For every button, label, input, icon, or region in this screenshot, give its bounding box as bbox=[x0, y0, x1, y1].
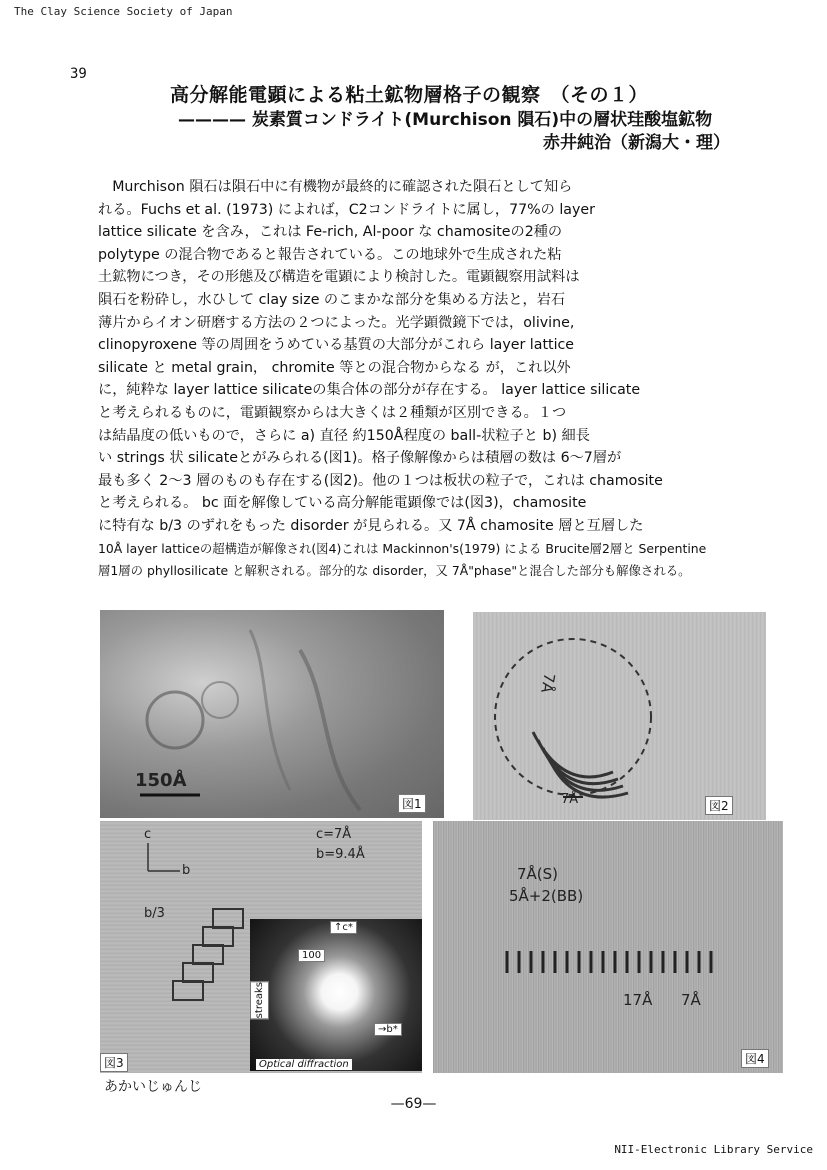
body-line: polytype の混合物であると報告されている。この地球外で生成された粘 bbox=[98, 246, 562, 263]
fig1-scale-label: 150Å bbox=[135, 770, 187, 791]
body-line: 最も多く 2～3 層のものも存在する(図2)。他の１つは板状の粒子で，これは chamosite bbox=[98, 472, 663, 489]
fig3-spot-c: ↑c* bbox=[330, 921, 357, 934]
body-line: 隕石を粉砕し，水ひして clay size のこまかな部分を集める方法と，岩石 bbox=[98, 291, 566, 308]
fig4-label-5a-bb: 5Å+2(BB) bbox=[509, 887, 584, 905]
body-line: い strings 状 silicateとがみられる(図1)。格子像解像からは積層の数は 6～7層が bbox=[98, 450, 622, 467]
author-line: 赤井純治（新潟大・理） bbox=[543, 133, 730, 153]
fig4-label-7a: 7Å bbox=[681, 991, 701, 1009]
fig3-spot-b: →b* bbox=[374, 1023, 402, 1036]
journal-page-number: —69— bbox=[390, 1096, 437, 1112]
body-line: lattice silicate を含み，これは Fe-rich, Al-poor な chamositeの2種の bbox=[98, 224, 563, 241]
body-line: に特有な b/3 のずれをもった disorder が見られる。又 7Å chamosite 層と互層した bbox=[98, 517, 644, 534]
body-line: と考えられる。 bc 面を解像している高分解能電顕像では(図3)，chamosite bbox=[98, 495, 587, 512]
fig3-spot-100: 100 bbox=[298, 949, 325, 962]
body-line: れる。Fuchs et al. (1973) によれば，C2コンドライトに属し，77%の layer bbox=[98, 201, 595, 218]
fig2-lattice-mark: 7Å bbox=[537, 671, 559, 695]
handwritten-name: あかいじゅんじ bbox=[104, 1079, 202, 1095]
fig3-axis-c: c bbox=[144, 827, 152, 842]
body-line: は結晶度の低いもので，さらに a) 直径 約150Å程度の ball-状粒子と b) 細長 bbox=[98, 427, 590, 444]
fig1-label: 図1 bbox=[398, 794, 426, 813]
body-line: と考えられるものに，電顕観察からは大きくは２種類が区別できる。１つ bbox=[98, 404, 567, 421]
library-footer: NII-Electronic Library Service bbox=[614, 1143, 813, 1156]
fig3-streaks-label: streaks bbox=[250, 981, 269, 1019]
fig3-axes bbox=[140, 841, 200, 901]
society-header: The Clay Science Society of Japan bbox=[14, 5, 233, 18]
fig3-label: 図3 bbox=[100, 1053, 128, 1072]
figure-4-micrograph bbox=[433, 821, 783, 1073]
body-line: clinopyroxene 等の周囲をうめている基質の大部分がこれら layer lattice bbox=[98, 337, 575, 354]
fig4-label: 図4 bbox=[741, 1049, 769, 1068]
paper-title: 高分解能電顕による粘土鉱物層格子の観察 （その１） bbox=[170, 84, 649, 106]
body-line: 薄片からイオン研磨する方法の２つによった。光学顕微鏡下では，olivine, bbox=[98, 314, 575, 331]
page-number: 39 bbox=[70, 66, 87, 82]
fig2-label: 図2 bbox=[705, 796, 733, 815]
fig3-b3: b/3 bbox=[144, 906, 165, 921]
body-line: に，純粋な layer lattice silicateの集合体の部分が存在する。 layer lattice silicate bbox=[98, 382, 641, 399]
fig4-label-7a-s: 7Å(S) bbox=[517, 865, 559, 883]
body-line: Murchison 隕石は隕石中に有機物が最終的に確認された隕石として知ら bbox=[98, 179, 573, 195]
body-line: silicate と metal grain， chromite 等との混合物からなる が，これ以外 bbox=[98, 359, 571, 376]
fig2-fringes bbox=[473, 612, 766, 820]
paper-subtitle: ———— 炭素質コンドライト(Murchison 隕石)中の層状珪酸塩鉱物 bbox=[178, 110, 713, 130]
body-line: 10Å layer latticeの超構造が解像され(図4)これは Mackinnon's(1979) による Brucite層2層と Serpentine bbox=[98, 540, 707, 556]
fig3-optical-caption: Optical diffraction bbox=[256, 1059, 352, 1070]
figure-3-micrograph bbox=[100, 821, 422, 1073]
fig3-cell-b: b=9.4Å bbox=[316, 847, 365, 862]
fig2-scale-label: 7Å bbox=[561, 792, 579, 807]
body-line: 土鉱物につき，その形態及び構造を電顕により検討した。電顕観察用試料は bbox=[98, 269, 580, 286]
fig4-tick-marks bbox=[503, 949, 743, 979]
figure-2-micrograph bbox=[473, 612, 766, 820]
fig3-axis-b: b bbox=[182, 863, 191, 878]
figure-1-micrograph bbox=[100, 610, 444, 818]
fig3-cell bbox=[172, 980, 204, 1001]
abstract-body bbox=[98, 176, 788, 583]
fig4-label-17a: 17Å bbox=[623, 991, 653, 1009]
body-line: 層1層の phyllosilicate と解釈される。部分的な disorder，又 7Å"phase"と混合した部分も解像される。 bbox=[98, 563, 691, 579]
optical-diffraction-inset bbox=[250, 919, 422, 1071]
fig3-cell-c: c=7Å bbox=[316, 827, 352, 842]
